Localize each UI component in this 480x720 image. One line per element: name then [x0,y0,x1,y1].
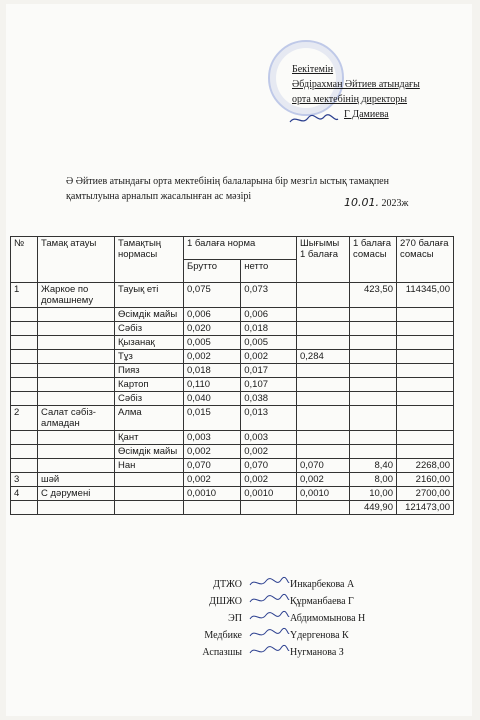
header-cost270: 270 балаға сомасы [397,237,454,283]
table-cell [11,322,38,336]
table-cell: 0,070 [297,459,350,473]
table-cell: 0,013 [241,406,297,431]
table-cell: 0,006 [184,308,241,322]
table-row [11,392,454,406]
table-cell [11,364,38,378]
table-cell [38,364,115,378]
table-cell: 0,018 [241,322,297,336]
table-cell [38,501,115,515]
table-cell: 0,002 [184,445,241,459]
table-cell [397,392,454,406]
table-cell [241,501,297,515]
table-cell [38,350,115,364]
header-norm: Тамақтың нормасы [115,237,184,283]
table-cell [397,431,454,445]
table-cell: 3 [11,473,38,487]
table-cell [38,431,115,445]
table-cell: 0,002 [297,473,350,487]
table-cell [297,445,350,459]
signature-role: Медбике [204,630,242,641]
table-row [11,459,454,473]
table-cell: 114345,00 [397,283,454,308]
signature-role: ДТЖО [213,579,242,590]
table-cell [11,431,38,445]
handwritten-date: 10.01. [344,196,379,209]
table-cell [350,308,397,322]
table-row [11,406,454,431]
table-cell [297,283,350,308]
table-cell: 0,020 [184,322,241,336]
table-cell: 0,018 [184,364,241,378]
table-cell: Тұз [115,350,184,364]
table-cell [297,431,350,445]
table-cell: 10,00 [350,487,397,501]
table-row [11,283,454,308]
table-cell: 2160,00 [397,473,454,487]
table-cell [397,350,454,364]
table-cell: 4 [11,487,38,501]
table-cell: 0,284 [297,350,350,364]
table-cell [38,308,115,322]
table-cell: 0,002 [241,350,297,364]
header-per-child: 1 балаға норма [184,237,297,260]
table-cell: 2 [11,406,38,431]
table-row [11,445,454,459]
table-cell: 449,90 [350,501,397,515]
table-cell: Өсімдік майы [115,308,184,322]
table-cell [397,406,454,431]
table-cell [38,336,115,350]
table-cell: 0,005 [184,336,241,350]
signature-scribble [248,593,290,607]
table-row [11,308,454,322]
table-cell [297,364,350,378]
signature-name: Абдимомынова Н [290,613,366,624]
header-brutto: Брутто [184,260,241,283]
table-cell: 1 [11,283,38,308]
date-year: 2023ж [381,198,409,209]
table-cell: 2700,00 [397,487,454,501]
table-cell [38,322,115,336]
table-cell: Қызанақ [115,336,184,350]
table-row [11,336,454,350]
table-cell [38,378,115,392]
table-cell [11,392,38,406]
table-cell [11,445,38,459]
table-cell [350,364,397,378]
table-cell [115,501,184,515]
document-date [344,196,408,209]
table-cell [350,378,397,392]
table-cell [38,392,115,406]
table-cell [11,459,38,473]
table-cell: Сәбіз [115,322,184,336]
table-cell: Қант [115,431,184,445]
table-cell [297,378,350,392]
signature-row [150,593,365,610]
table-cell [350,431,397,445]
signature-row [150,627,365,644]
table-cell [397,364,454,378]
table-cell [297,406,350,431]
table-cell: Салат сәбіз-алмадан [38,406,115,431]
approval-director-name: Г Дамиева [344,109,389,120]
header-no: № [11,237,38,283]
approval-school: Әбдірахман Әйтиев атындағы [292,79,420,90]
signature-scribble [248,576,290,590]
table-cell: 0,070 [184,459,241,473]
table-cell [297,501,350,515]
table-cell [350,445,397,459]
table-cell: Өсімдік майы [115,445,184,459]
table-cell: 0,0010 [241,487,297,501]
signature-name: Үдергенова К [290,630,349,641]
table-cell: 8,00 [350,473,397,487]
table-cell [397,308,454,322]
approval-position: орта мектебінің директоры [292,94,408,105]
table-cell: 8,40 [350,459,397,473]
signature-name: Инкарбекова А [290,579,355,590]
table-cell: 0,110 [184,378,241,392]
table-cell [115,473,184,487]
table-cell [397,378,454,392]
table-cell [11,378,38,392]
signature-name: Нугманова З [290,647,344,658]
table-row [11,350,454,364]
table-row [11,378,454,392]
table-cell: 0,003 [184,431,241,445]
table-row [11,431,454,445]
table-cell: 0,0010 [297,487,350,501]
signature-row [150,610,365,627]
table-cell [11,336,38,350]
table-cell: Пияз [115,364,184,378]
table-row [11,322,454,336]
table-cell: Алма [115,406,184,431]
table-cell: 0,107 [241,378,297,392]
table-cell: С дәрумені [38,487,115,501]
table-cell [297,322,350,336]
table-cell: 0,003 [241,431,297,445]
table-cell: 423,50 [350,283,397,308]
table-cell: 0,0010 [184,487,241,501]
signature-scribble [248,644,290,658]
table-cell: 0,002 [184,473,241,487]
table-cell [38,445,115,459]
table-cell: 0,002 [241,445,297,459]
signature-name: Құрманбаева Г [290,596,354,607]
table-row [11,501,454,515]
header-netto: нетто [241,260,297,283]
signature-scribble [248,627,290,641]
table-cell [350,392,397,406]
signature-role: ДШЖО [209,596,242,607]
header-cost1: 1 балаға сомасы [350,237,397,283]
table-cell [11,308,38,322]
director-signature [288,112,340,128]
table-cell [297,392,350,406]
signature-row [150,644,365,661]
signature-role: ЭП [228,613,242,624]
table-cell [350,406,397,431]
table-cell [350,350,397,364]
table-cell: Картоп [115,378,184,392]
table-cell [184,501,241,515]
table-cell [11,350,38,364]
table-cell: 0,002 [184,350,241,364]
table-cell: 0,005 [241,336,297,350]
signature-list [150,576,365,661]
document-title: Ә Әйтиев атындағы орта мектебінің балаларына бір мезгіл ыстық тамақпен қамтылуына арналып жасалынған ас мәзірі [66,176,389,202]
table-cell [11,501,38,515]
table-cell: 0,070 [241,459,297,473]
table-cell [115,487,184,501]
table-row [11,487,454,501]
table-cell: 2268,00 [397,459,454,473]
header-dish: Тамақ атауы [38,237,115,283]
table-cell: Жаркое по домашнему [38,283,115,308]
table-cell [38,459,115,473]
table-cell: 0,040 [184,392,241,406]
table-cell: 0,075 [184,283,241,308]
table-row [11,473,454,487]
table-cell [397,336,454,350]
signature-role: Аспазшы [202,647,242,658]
table-cell [297,308,350,322]
table-cell: 0,017 [241,364,297,378]
table-cell [397,322,454,336]
signature-row [150,576,365,593]
table-cell: 121473,00 [397,501,454,515]
header-expense: Шығымы 1 балаға [297,237,350,283]
table-cell: 0,006 [241,308,297,322]
table-cell: 0,002 [241,473,297,487]
table-cell [397,445,454,459]
table-cell [297,336,350,350]
signature-scribble [248,610,290,624]
table-cell: шәй [38,473,115,487]
menu-table [10,236,454,515]
table-cell [350,322,397,336]
table-cell: Сәбіз [115,392,184,406]
table-cell: 0,073 [241,283,297,308]
table-cell: 0,038 [241,392,297,406]
approval-heading: Бекітемін [292,64,334,75]
table-cell: 0,015 [184,406,241,431]
table-cell: Тауық еті [115,283,184,308]
table-cell: Нан [115,459,184,473]
table-cell [350,336,397,350]
table-row [11,364,454,378]
